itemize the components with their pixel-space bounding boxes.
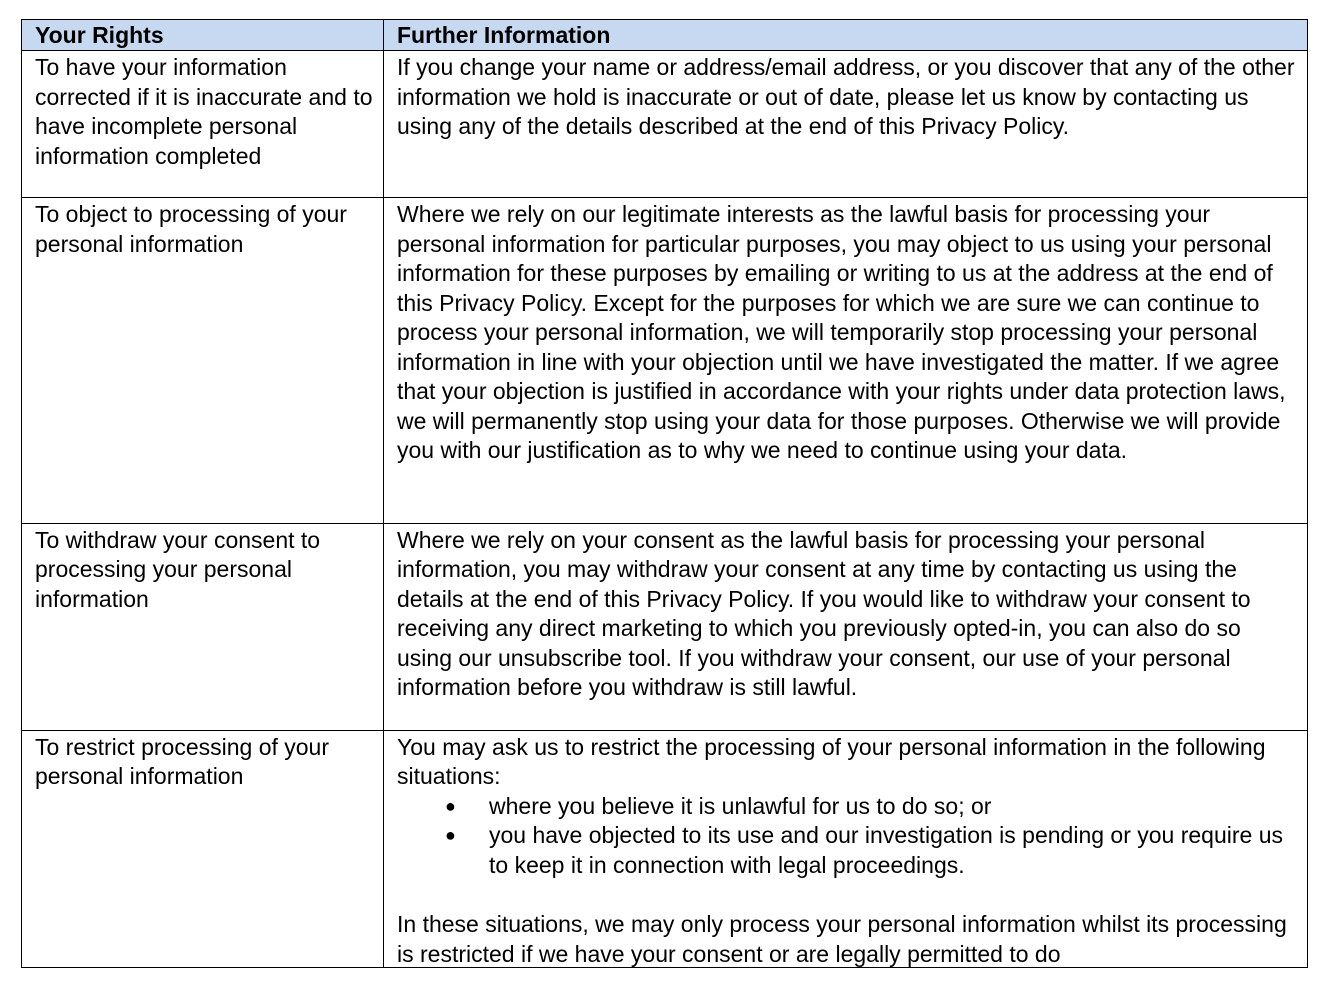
right-cell: [22, 51, 384, 198]
info-cell: [384, 730, 1308, 967]
list-item-text: you have objected to its use and our investigation is pending or you require us to keep it in connection with legal proceedings.: [489, 822, 1284, 878]
table-row: [22, 730, 1308, 967]
info-cell: [384, 198, 1308, 523]
info-text: Where we rely on our legitimate interests as the lawful basis for processing your personal information for particular purposes, you may object to us using your personal information for these purposes by emailing or writing to us at the address at the end of this Privacy Policy. Except for the purposes for which we are sure we can continue to process your personal information, we will temporarily stop processing your personal information in line with your objection until we have investigated the matter. If we agree that your objection is justified in accordance with your rights under data protection laws, we will permanently stop using your data for those purposes. Otherwise we will provide you with our justification as to why we need to continue using your data.: [397, 201, 1286, 464]
info-text: If you change your name or address/email address, or you discover that any of the other information we hold is inaccurate or out of date, please let us know by contacting us using any of the details described at the end of this Privacy Policy.: [397, 54, 1295, 139]
table-row: [22, 51, 1308, 198]
bullet-icon: ●: [445, 825, 456, 846]
right-text: To restrict processing of your personal information: [35, 733, 330, 790]
list-item: [397, 792, 1301, 822]
info-text: Where we rely on your consent as the lawful basis for processing your personal information, you may withdraw your consent at any time by contacting us using the details at the end of this Privacy Policy. If you would like to withdraw your consent to receiving any direct marketing to which you previously opted-in, you can also do so using our unsubscribe tool. If you withdraw your consent, our use of your personal information before you withdraw is still lawful.: [397, 526, 1251, 700]
bullet-icon: ●: [445, 795, 456, 816]
table-row: [22, 523, 1308, 730]
rights-table: [21, 19, 1308, 968]
header-your-rights: Your Rights: [22, 20, 384, 51]
bullet-list: [397, 792, 1301, 881]
right-cell: [22, 523, 384, 730]
right-cell: [22, 730, 384, 967]
list-item: [397, 821, 1301, 880]
info-outro-text: In these situations, we may only process your personal information whilst its processing is restricted if we have your consent or are legally permitted to do: [397, 911, 1287, 967]
right-cell: [22, 198, 384, 523]
header-further-information: Further Information: [384, 20, 1308, 51]
right-text: To have your information corrected if it is inaccurate and to have incomplete personal information completed: [35, 54, 373, 169]
info-cell: [384, 51, 1308, 198]
info-intro-text: You may ask us to restrict the processing of your personal information in the following situations:: [397, 733, 1266, 790]
right-text: To object to processing of your personal information: [35, 201, 347, 257]
table-row: [22, 198, 1308, 523]
right-text: To withdraw your consent to processing your personal information: [35, 526, 321, 612]
list-item-text: where you believe it is unlawful for us to do so; or: [489, 792, 992, 819]
info-cell: [384, 523, 1308, 730]
table-header-row: [22, 20, 1308, 51]
